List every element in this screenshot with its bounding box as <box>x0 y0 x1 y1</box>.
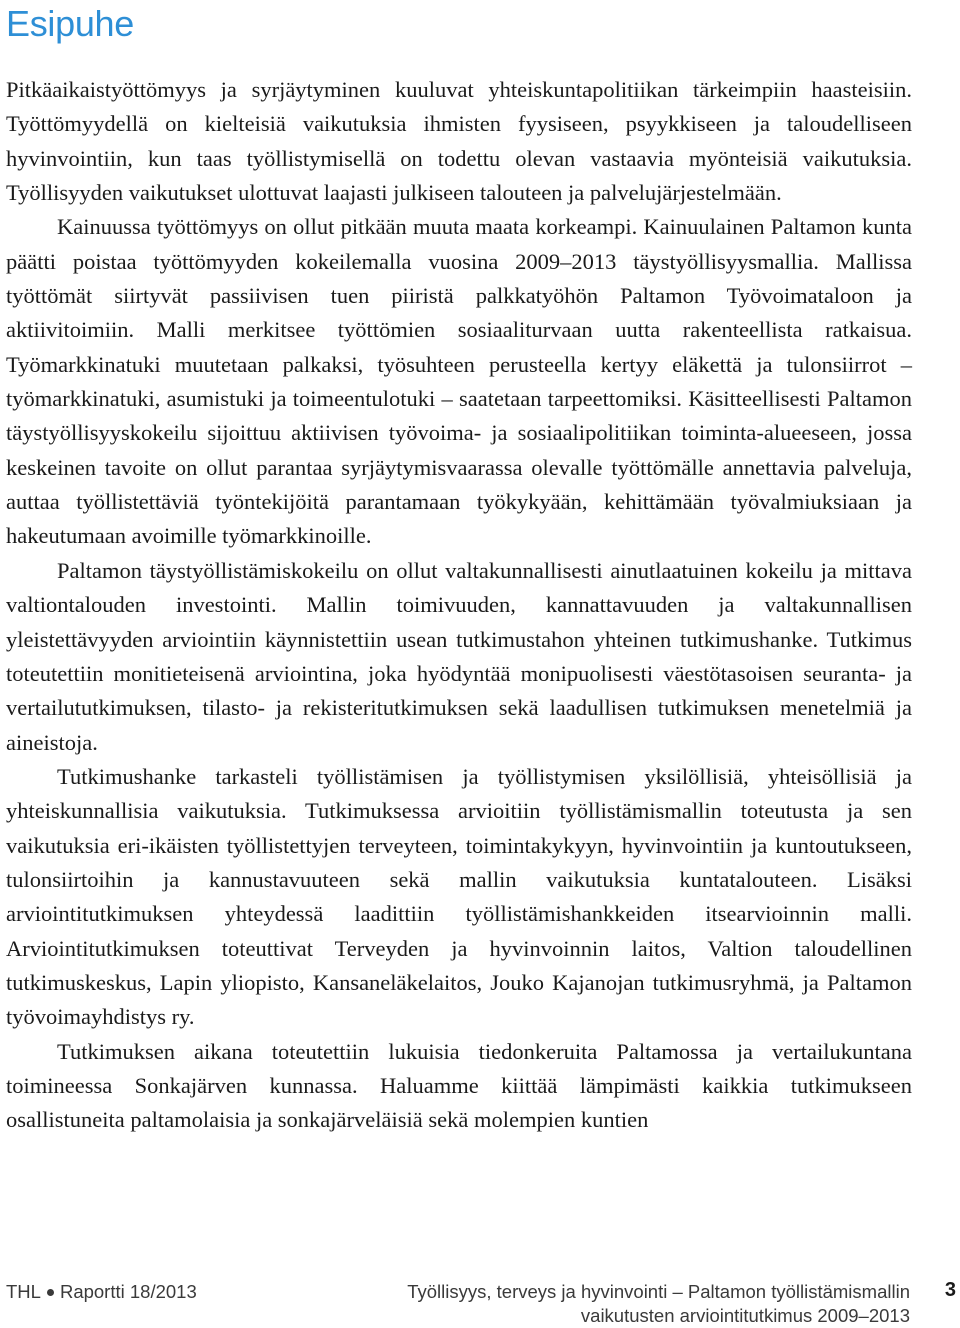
paragraph-3: Paltamon täystyöllistämiskokeilu on ollut valtakunnallisesti ainutlaatuinen kokeilu ja mittava valtiontalouden investointi. Mallin toimivuuden, kannattavuuden ja valtakunnallisen yleistettävyyden arviointiin käynnistettiin usean tutkimustahon yhteinen tutkimushanke. Tutkimus toteutettiin monitieteisenä arviointina, joka hyödyntää monipuolisesti väestötasoisen seuranta- ja vertailututkimuksen, tilasto- ja rekisteritutkimuksen sekä laadullisen tutkimuksen menetelmiä ja aineistoja. <box>6 557 912 755</box>
page-title: Esipuhe <box>6 3 134 44</box>
footer-report-info <box>6 1280 197 1304</box>
footer-publisher: THL <box>6 1281 41 1302</box>
page-footer <box>0 1276 960 1326</box>
footer-report-title <box>407 1280 910 1328</box>
footer-title-line-2: vaikutusten arviointitutkimus 2009–2013 <box>580 1305 910 1326</box>
paragraph-4: Tutkimushanke tarkasteli työllistämisen ja työllistymisen yksilöllisiä, yhteisöllisiä ja yhteiskunnallisia vaikutuksia. Tutkimuksessa arvioitiin työllistämismallin toteutusta ja sen vaikutuksia eri-ikäisten työllistettyjen terveyteen, toimintakykyyn, hyvinvointiin ja kuntoutukseen, tulonsiirtoihin ja kannustavuuteen sekä mallin vaikutuksia kuntatalouteen. Lisäksi arviointitutkimuksen yhteydessä laadittiin työllistämishankkeiden itsearvioinnin malli. Arviointitutkimuksen toteuttivat Terveyden ja hyvinvoinnin laitos, Valtion taloudellinen tutkimuskeskus, Lapin yliopisto, Kansaneläkelaitos, Jouko Kajanojan tutkimusryhmä, ja Paltamon työvoimayhdistys ry. <box>6 763 912 1030</box>
page-number: 3 <box>944 1279 956 1301</box>
footer-report-number: Raportti 18/2013 <box>59 1281 197 1302</box>
body-text <box>6 73 912 1138</box>
footer-title-line-1: Työllisyys, terveys ja hyvinvointi – Paltamon työllistämismallin <box>407 1281 910 1302</box>
bullet-icon <box>47 1289 54 1296</box>
paragraph-2: Kainuussa työttömyys on ollut pitkään muuta maata korkeampi. Kainuulainen Paltamon kunta päätti poistaa työttömyyden kokeilemalla vuosina 2009–2013 täystyöllisyysmallia. Mallissa työttömät siirtyvät passiivisen tuen piiristä palkkatyöhön Paltamon Työvoimataloon ja aktiivitoimiin. Malli merkitsee työttömien sosiaaliturvaan uutta rakenteellista ratkaisua. Työmarkkinatuki muutetaan palkaksi, työsuhteen perusteella kertyy eläkettä ja tulonsiirrot – työmarkkinatuki, asumistuki ja toimeentulotuki – saatetaan tarpeettomiksi. Käsitteellisesti Paltamon täystyöllisyyskokeilu sijoittuu aktiivisen työvoima- ja sosiaalipolitiikan toiminta-alueeseen, jossa keskeinen tavoite on ollut parantaa syrjäytymisvaarassa olevalle työttömälle annettavia palveluja, auttaa työllistettäviä työntekijöitä parantamaan työkykyään, kehittämään työvalmiuksiaan ja hakeutumaan avoimille työmarkkinoille. <box>6 214 912 549</box>
paragraph-5: Tutkimuksen aikana toteutettiin lukuisia tiedonkeruita Paltamossa ja vertailukuntana toimineessa Sonkajärven kunnassa. Haluamme kiittää lämpimästi kaikkia tutkimukseen osallistuneita paltamolaisia ja sonkajärveläisiä sekä molempien kuntien <box>6 1038 912 1133</box>
paragraph-1: Pitkäaikaistyöttömyys ja syrjäytyminen kuuluvat yhteiskuntapolitiikan tärkeimpiin haasteisiin. Työttömyydellä on kielteisiä vaikutuksia ihmisten fyysiseen, psyykkiseen ja taloudelliseen hyvinvointiin, kun taas työllistymisellä on todettu olevan vastaavia myönteisiä vaikutuksia. Työllisyyden vaikutukset ulottuvat laajasti julkiseen talouteen ja palvelujärjestelmään. <box>6 77 912 206</box>
